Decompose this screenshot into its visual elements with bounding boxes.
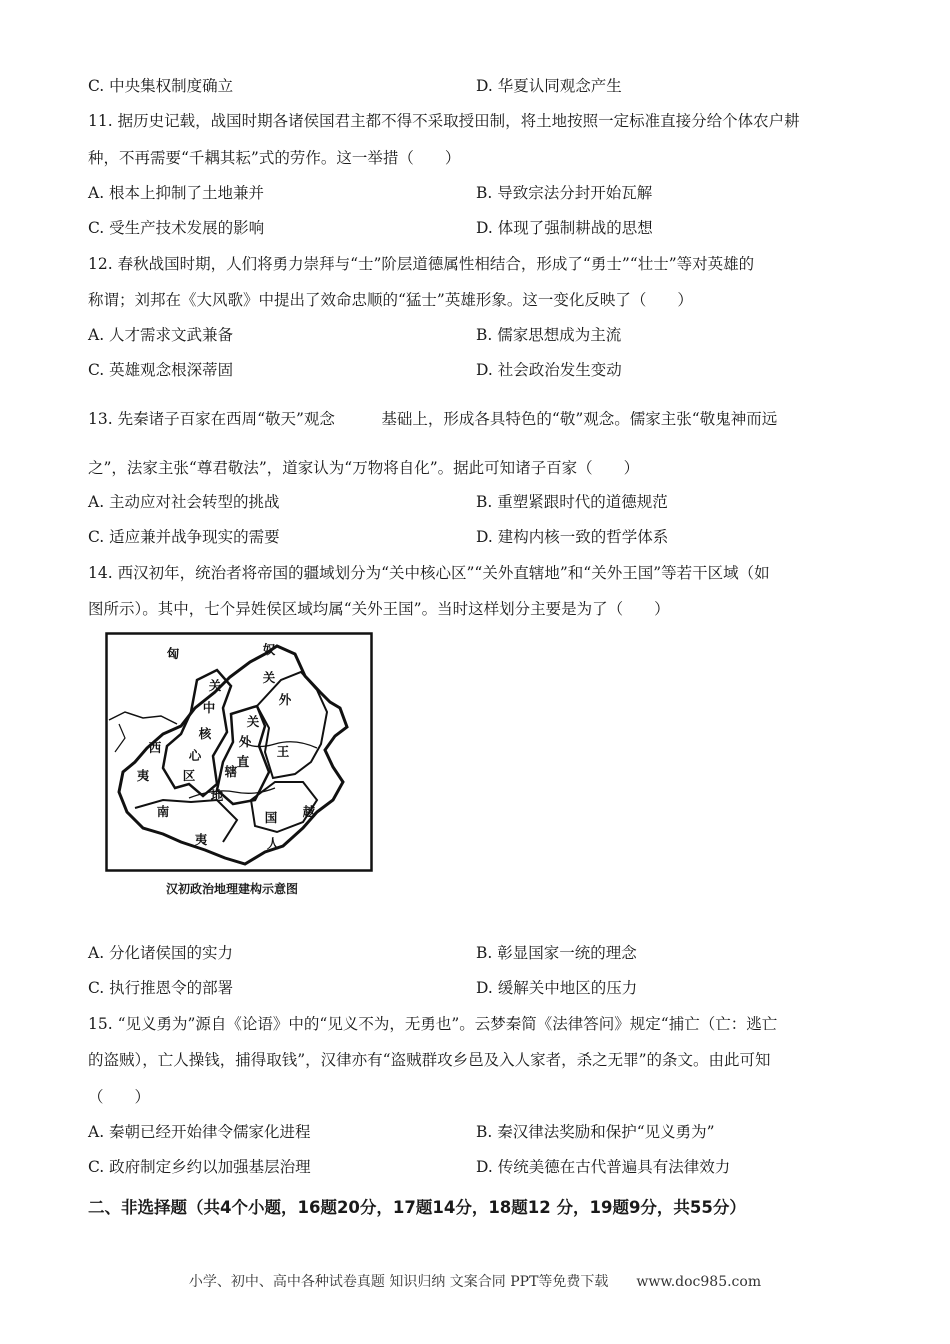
q15-option-c: C. 政府制定乡约以加强基层治理 xyxy=(88,1158,311,1176)
q14-option-c: C. 执行推恩令的部署 xyxy=(88,979,234,997)
q11-stem-line2: 种，不再需要“千耦其耘”式的劳作。这一举措（ ） xyxy=(88,149,461,167)
map-label-8: 西 xyxy=(148,740,162,755)
q11-option-c: C. 受生产技术发展的影响 xyxy=(88,219,265,237)
map-label-20: 越 xyxy=(302,804,316,819)
q13-option-c: C. 适应兼并战争现实的需要 xyxy=(88,528,280,546)
q13-option-b: B. 重塑紧跟时代的道德规范 xyxy=(476,493,668,511)
q13-stem-line2: 之”，法家主张“尊君敬法”，道家认为“万物将自化”。据此可知诸子百家（ ） xyxy=(88,459,640,477)
q14-stem-line1: 14. 西汉初年，统治者将帝国的疆域划分为“关中核心区”“关外直辖地”和“关外王国”等若干区域（如 xyxy=(88,564,770,582)
q12-option-b: B. 儒家思想成为主流 xyxy=(476,326,622,344)
q14-option-a: A. 分化诸侯国的实力 xyxy=(88,944,234,962)
q12-option-a: A. 人才需求文武兼备 xyxy=(88,326,234,344)
q15-stem-line2: 的盗贼），亡人操钱，捕得取钱”，汉律亦有“盗贼群攻乡邑及入人家者，杀之无罪”的条文。由此可知 xyxy=(88,1051,771,1069)
map-label-21: 南 xyxy=(156,804,170,819)
q15-option-a: A. 秦朝已经开始律令儒家化进程 xyxy=(88,1123,311,1141)
q15-option-d: D. 传统美德在古代普遍具有法律效力 xyxy=(476,1158,731,1176)
q14-stem-line2: 图所示）。其中，七个异姓侯区域均属“关外王国”。当时这样划分主要是为了（ ） xyxy=(88,600,670,618)
q11-option-b: B. 导致宗法分封开始瓦解 xyxy=(476,184,653,202)
q12-option-d: D. 社会政治发生变动 xyxy=(476,361,622,379)
q12-stem-line2: 称谓；刘邦在《大风歌》中提出了效命忠顺的“猛士”英雄形象。这一变化反映了（ ） xyxy=(88,291,693,309)
q15-option-b: B. 秦汉律法奖励和保护“见义勇为” xyxy=(476,1123,715,1141)
map-label-13: 辖 xyxy=(224,764,238,779)
map-label-19: 人 xyxy=(266,836,280,851)
q15-stem-line1: 15. “见义勇为”源自《论语》中的“见义不为，无勇也”。云梦秦简《法律答问》规定“捕亡（亡：逃亡 xyxy=(88,1015,778,1033)
han-political-map xyxy=(105,632,373,872)
map-label-4: 中 xyxy=(202,700,216,715)
q12-option-c: C. 英雄观念根深蒂固 xyxy=(88,361,234,379)
map-label-16: 外 xyxy=(278,692,292,707)
map-label-10: 关 xyxy=(246,714,260,729)
section-2-heading: 二、非选择题（共4个小题，16题20分，17题14分，18题12 分，19题9分，共55分） xyxy=(88,1198,746,1217)
q12-stem-line1: 12. 春秋战国时期，人们将勇力崇拜与“士”阶层道德属性相结合，形成了“勇士”“壮士”等对英雄的 xyxy=(88,255,755,273)
map-label-11: 外 xyxy=(238,734,252,749)
q14-option-b: B. 彰显国家一统的理念 xyxy=(476,944,637,962)
q11-stem-line1: 11. 据历史记载，战国时期各诸侯国君主都不得不采取授田制，将土地按照一定标准直接分给个体农户耕 xyxy=(88,112,800,130)
map-label-5: 核 xyxy=(198,726,212,741)
q13-option-d: D. 建构内核一致的哲学体系 xyxy=(476,528,669,546)
map-label-1: 匈 xyxy=(166,646,180,661)
q11-option-a: A. 根本上抑制了土地兼并 xyxy=(88,184,265,202)
map-label-7: 区 xyxy=(182,768,196,783)
q15-stem-line3: （ ） xyxy=(88,1088,151,1106)
q10-option-d: D. 华夏认同观念产生 xyxy=(476,77,622,95)
q13-stem-line1: 13. 先秦诸子百家在西周“敬天”观念 基础上，形成各具特色的“敬”观念。儒家主张“敬鬼神而远 xyxy=(88,410,778,428)
map-caption: 汉初政治地理建构示意图 xyxy=(166,882,299,896)
map-label-15: 关 xyxy=(262,670,276,685)
map-label-14: 地 xyxy=(210,788,224,803)
map-label-6: 心 xyxy=(188,748,202,763)
q11-option-d: D. 体现了强制耕战的思想 xyxy=(476,219,653,237)
page-footer: 小学、初中、高中各种试卷真题 知识归纳 文案合同 PPT等免费下载 www.doc985.com xyxy=(188,1274,762,1290)
map-label-18: 国 xyxy=(264,810,278,825)
map-label-22: 夷 xyxy=(194,832,208,847)
map-label-9: 夷 xyxy=(136,768,150,783)
map-label-3: 关 xyxy=(208,678,222,693)
q10-option-c: C. 中央集权制度确立 xyxy=(88,77,234,95)
map-label-17: 王 xyxy=(276,744,290,759)
map-label-12: 直 xyxy=(236,754,250,769)
q14-option-d: D. 缓解关中地区的压力 xyxy=(476,979,638,997)
q13-option-a: A. 主动应对社会转型的挑战 xyxy=(88,493,280,511)
map-label-2: 奴 xyxy=(262,642,276,657)
